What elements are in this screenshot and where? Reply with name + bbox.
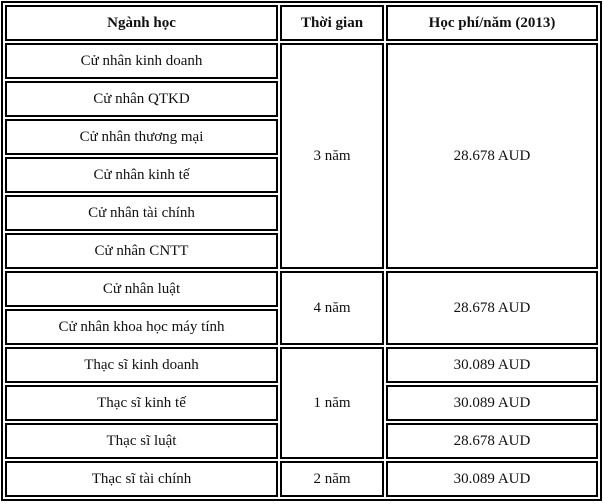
program-cell: Thạc sĩ kinh doanh <box>5 347 278 383</box>
duration-cell: 1 năm <box>280 347 384 459</box>
program-cell: Cử nhân CNTT <box>5 233 278 269</box>
table-row <box>5 347 598 383</box>
fee-cell: 30.089 AUD <box>386 385 598 421</box>
program-cell: Thạc sĩ tài chính <box>5 461 278 497</box>
duration-cell: 3 năm <box>280 43 384 269</box>
table-row <box>5 43 598 79</box>
program-cell: Cử nhân luật <box>5 271 278 307</box>
fee-cell: 28.678 AUD <box>386 271 598 345</box>
fee-cell: 28.678 AUD <box>386 43 598 269</box>
program-cell: Cử nhân kinh tế <box>5 157 278 193</box>
program-cell: Thạc sĩ luật <box>5 423 278 459</box>
table-row <box>5 461 598 497</box>
header-program: Ngành học <box>5 5 278 41</box>
fee-cell: 28.678 AUD <box>386 423 598 459</box>
program-cell: Thạc sĩ kinh tế <box>5 385 278 421</box>
header-duration: Thời gian <box>280 5 384 41</box>
program-cell: Cử nhân thương mại <box>5 119 278 155</box>
program-cell: Cử nhân kinh doanh <box>5 43 278 79</box>
fee-cell: 30.089 AUD <box>386 347 598 383</box>
fee-cell: 30.089 AUD <box>386 461 598 497</box>
table-row <box>5 271 598 307</box>
duration-cell: 4 năm <box>280 271 384 345</box>
program-cell: Cử nhân QTKD <box>5 81 278 117</box>
duration-cell: 2 năm <box>280 461 384 497</box>
program-cell: Cử nhân khoa học máy tính <box>5 309 278 345</box>
tuition-fee-table <box>1 1 602 501</box>
header-row <box>5 5 598 41</box>
header-fee: Học phí/năm (2013) <box>386 5 598 41</box>
program-cell: Cử nhân tài chính <box>5 195 278 231</box>
